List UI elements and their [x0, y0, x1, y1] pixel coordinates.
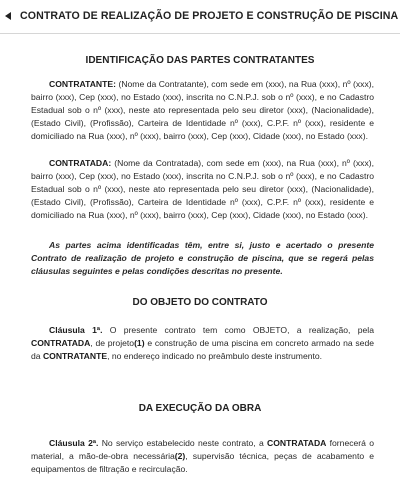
clause-1-label: Cláusula 1ª.	[49, 325, 103, 335]
clause-2-paragraph: Cláusula 2ª. No serviço estabelecido neste contrato, a CONTRATADA fornecerá o material, a mão-de-obra necessária(2), supervisão técnica, peças de acabamento e equipamentos de filtração e recirculação.	[31, 438, 374, 475]
contratada-label: CONTRATADA:	[49, 158, 112, 168]
section-heading-object: DO OBJETO DO CONTRATO	[132, 297, 268, 308]
section-heading-execution: DA EXECUÇÃO DA OBRA	[138, 403, 262, 414]
document-title: CONTRATO DE REALIZAÇÃO DE PROJETO E CONSTRUÇÃO DE PISCINA	[20, 10, 399, 22]
clause-1-paragraph: Cláusula 1ª. O presente contrato tem como OBJETO, a realização, pela CONTRATADA, de projeto(1) e construção de uma piscina em concreto armado na sede da CONTRATANTE, no endereço indicado no preâmbulo deste instrumento.	[31, 325, 375, 362]
section-heading-parties: IDENTIFICAÇÃO DAS PARTES CONTRATANTES	[85, 55, 315, 66]
contratada-paragraph	[31, 157, 374, 222]
contratante-label: CONTRATANTE:	[49, 79, 116, 89]
left-triangle-icon[interactable]	[5, 12, 11, 20]
contratada-text: (Nome da Contratada), com sede em (xxx), na Rua (xxx), nº (xxx), bairro (xxx), Cep (xxx), no Estado (xxx), inscrita no C.N.P.J. sob o nº (xxx), e no Cadastro Estadual sob o nº (xxx), neste ato representada pelo seu diretor (xxx), (Nacionalidade), (Estado Civil), (Profissão), Carteira de Identidade nº (xxx), C.P.F. nº (xxx), residente e domiciliado na Rua (xxx), nº (xxx), bairro (xxx), Cep (xxx), Cidade (xxx), no Estado (xxx).	[31, 158, 374, 221]
contratante-text: (Nome da Contratante), com sede em (xxx), na Rua (xxx), nº (xxx), bairro (xxx), Cep (xxx), no Estado (xxx), inscrita no C.N.P.J. sob o nº (xxx), e no Cadastro Estadual sob o nº (xxx), neste ato representada pelo seu diretor (xxx), (Nacionalidade), (Estado Civil), (Profissão), Carteira de Identidade nº (xxx), C.P.F. nº (xxx), residente e domiciliado na Rua (xxx), nº (xxx), bairro (xxx), Cep (xxx), Cidade (xxx), no Estado (xxx).	[31, 79, 374, 142]
clause-2-label: Cláusula 2ª.	[49, 438, 99, 448]
contratante-paragraph	[31, 78, 374, 143]
agreement-paragraph: As partes acima identificadas têm, entre si, justo e acertado o presente Contrato de realização de projeto e construção de piscina, que se regerá pelas cláusulas seguintes e pelas condições descritas no presente.	[31, 240, 374, 277]
document-header	[0, 0, 400, 34]
